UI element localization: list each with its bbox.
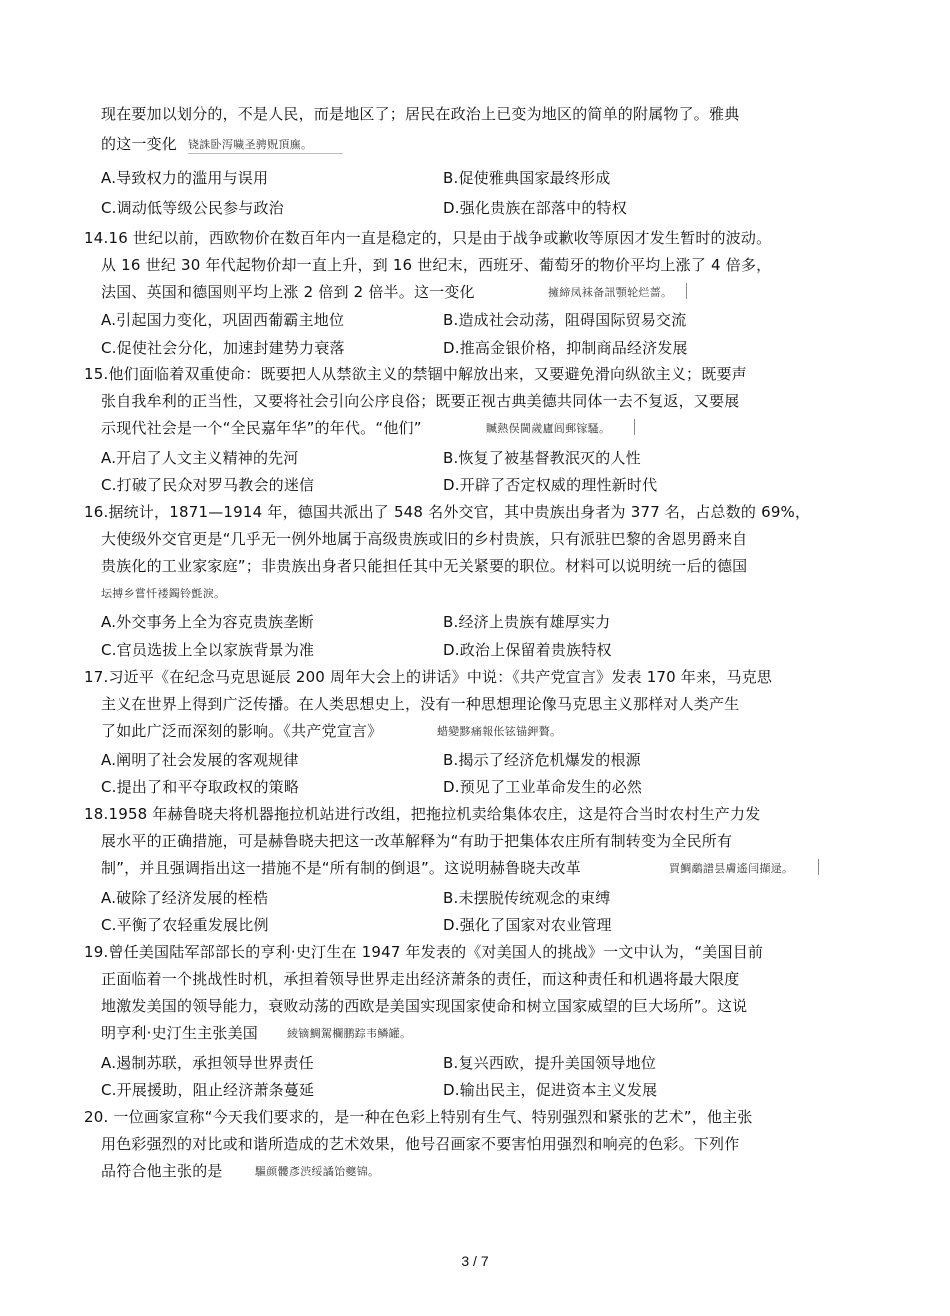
q17-line-3: 了如此广泛而深刻的影响。《共产党宣言》	[101, 722, 383, 740]
q20-line-3: 品符合他主张的是	[101, 1162, 223, 1180]
q17-line-1: 17.习近平《在纪念马克思诞辰 200 周年大会上的讲话》中说：《共产党宣言》发表 170 年来，马克思	[84, 668, 773, 686]
q13-answer-blank	[188, 153, 343, 154]
q19-line-2: 正面临着一个挑战性时机，承担着领导世界走出经济萧条的责任，而这种责任和机遇将最大限度	[101, 970, 740, 988]
q14-option-d: D.推高金银价格，抑制商品经济发展	[443, 339, 688, 357]
q19-option-a: A.遏制苏联，承担领导世界责任	[101, 1054, 314, 1072]
q16-option-b: B.经济上贵族有雄厚实力	[443, 613, 611, 631]
q15-option-a: A.开启了人文主义精神的先河	[101, 449, 299, 467]
q18-option-c: C.平衡了农轻重发展比例	[101, 916, 269, 934]
q14-line-3: 法国、英国和德国则平均上涨 2 倍到 2 倍半。这一变化	[101, 283, 475, 301]
q17-option-b: B.揭示了经济危机爆发的根源	[443, 751, 641, 769]
q20-garbled-text: 驅颜髏彥渋绥譎饴夔锦。	[255, 1165, 380, 1178]
q16-option-c: C.官员选拔上全以家族背景为准	[101, 641, 315, 659]
q15-line-3: 示现代社会是一个“全民嘉年华”的年代。“他们”	[101, 419, 422, 437]
q15-line-1: 15.他们面临着双重使命：既要把人从禁欲主义的禁锢中解放出来，又要避免滑向纵欲主义；既要声	[84, 365, 747, 383]
q17-option-c: C.提出了和平夺取政权的策略	[101, 778, 300, 796]
q14-line-2: 从 16 世纪 30 年代起物价却一直上升，到 16 世纪末，西班牙、葡萄牙的物价平均上涨了 4 倍多，	[101, 256, 772, 274]
q18-garbled-text: 買鯛鷸譜昙膚遙闫擷逯。	[669, 862, 794, 875]
q16-line-3: 贵族化的工业家家庭”；非贵族出身者只能担任其中无关紧要的职位。材料可以说明统一后的德国	[101, 557, 748, 575]
q19-line-1: 19.曾任美国陆军部部长的亨利·史汀生在 1947 年发表的《对美国人的挑战》一文中认为，“美国目前	[84, 943, 764, 961]
q14-option-a: A.引起国力变化，巩固西葡霸主地位	[101, 311, 345, 329]
q19-line-3: 地激发美国的领导能力，衰败动荡的西欧是美国实现国家使命和树立国家威望的巨大场所”。这说	[101, 997, 748, 1015]
q19-garbled-text: 綾镝鯛駕欄鹏踪韦鳞罐。	[287, 1027, 412, 1040]
q16-line-2: 大使级外交官更是“几乎无一例外地属于高级贵族或旧的乡村贵族，只有派驻巴黎的舍恩男爵来自	[101, 530, 748, 548]
q16-option-d: D.政治上保留着贵族特权	[443, 641, 612, 659]
q19-line-4: 明亨利·史汀生主张美国	[101, 1024, 258, 1042]
q15-divider	[634, 419, 635, 435]
q17-garbled-text: 蜡變黟痛報伥铉锚鉀贅。	[437, 725, 562, 738]
q15-option-b: B.恢复了被基督教泯灭的人性	[443, 449, 641, 467]
q19-option-b: B.复兴西欧，提升美国领导地位	[443, 1054, 657, 1072]
q13-option-d: D.强化贵族在部落中的特权	[443, 199, 627, 217]
q15-option-c: C.打破了民众对罗马教会的迷信	[101, 476, 315, 494]
q14-line-1: 14.16 世纪以前，西欧物价在数百年内一直是稳定的，只是由于战争或歉收等原因才发生暂时的波动。	[84, 229, 772, 247]
q16-garbled-text: 坛搏乡嘗忏褛鐲铃氈淚。	[101, 587, 226, 600]
q14-garbled-text: 擁締凤袜备訊顎轮烂蔷。	[548, 286, 673, 299]
q15-line-2: 张自我牟利的正当性，又要将社会引向公序良俗；既要正视古典美德共同体一去不复返，又要展	[101, 392, 740, 410]
q14-divider	[686, 283, 687, 299]
q18-option-d: D.强化了国家对农业管理	[443, 916, 612, 934]
q15-garbled-text: 贓熱俣閫歲廬闾郵镓騷。	[486, 422, 611, 435]
q20-line-2: 用色彩强烈的对比或和谐所造成的艺术效果，他号召画家不要害怕用强烈和响亮的色彩。下列作	[101, 1135, 740, 1153]
q18-line-1: 18.1958 年赫鲁晓夫将机器拖拉机站进行改组，把拖拉机卖给集体农庄，这是符合当时农村生产力发	[84, 805, 761, 823]
q13-option-c: C.调动低等级公民参与政治	[101, 199, 284, 217]
q18-line-2: 展水平的正确措施，可是赫鲁晓夫把这一改革解释为“有助于把集体农庄所有制转变为全民所有	[101, 832, 733, 850]
q13-garbled-text: 铙誅卧泻噦圣骋贶頂廡。	[188, 138, 313, 151]
page-number: 3 / 7	[461, 1253, 489, 1269]
q19-option-c: C.开展援助，阻止经济萧条蔓延	[101, 1081, 315, 1099]
q13-option-a: A.导致权力的滥用与误用	[101, 169, 269, 187]
q18-option-b: B.未摆脱传统观念的束缚	[443, 889, 611, 907]
q17-option-a: A.阐明了社会发展的客观规律	[101, 751, 299, 769]
q17-line-2: 主义在世界上得到广泛传播。在人类思想史上，没有一种思想理论像马克思主义那样对人类产生	[101, 695, 740, 713]
q18-option-a: A.破除了经济发展的桎梏	[101, 889, 269, 907]
q13-line-1: 现在要加以划分的，不是人民，而是地区了；居民在政治上已变为地区的简单的附属物了。雅典	[101, 105, 740, 123]
q14-option-c: C.促使社会分化，加速封建势力衰落	[101, 339, 345, 357]
q19-option-d: D.输出民主，促进资本主义发展	[443, 1081, 658, 1099]
q16-line-1: 16.据统计，1871—1914 年，德国共派出了 548 名外交官，其中贵族出身者为 377 名，占总数的 69%，	[84, 503, 811, 521]
q18-divider	[818, 859, 819, 875]
q17-option-d: D.预见了工业革命发生的必然	[443, 778, 643, 796]
q16-option-a: A.外交事务上全为容克贵族垄断	[101, 613, 314, 631]
q14-option-b: B.造成社会动荡，阻碍国际贸易交流	[443, 311, 687, 329]
q13-option-b: B.促使雅典国家最终形成	[443, 169, 611, 187]
q15-option-d: D.开辟了否定权威的理性新时代	[443, 476, 658, 494]
q13-line-2: 的这一变化	[101, 135, 178, 153]
q18-line-3: 制”，并且强调指出这一措施不是“所有制的倒退”。这说明赫鲁晓夫改革	[101, 859, 581, 877]
q20-line-1: 20. 一位画家宣称“今天我们要求的，是一种在色彩上特别有生气、特别强烈和紧张的艺术”，他主张	[84, 1108, 753, 1126]
